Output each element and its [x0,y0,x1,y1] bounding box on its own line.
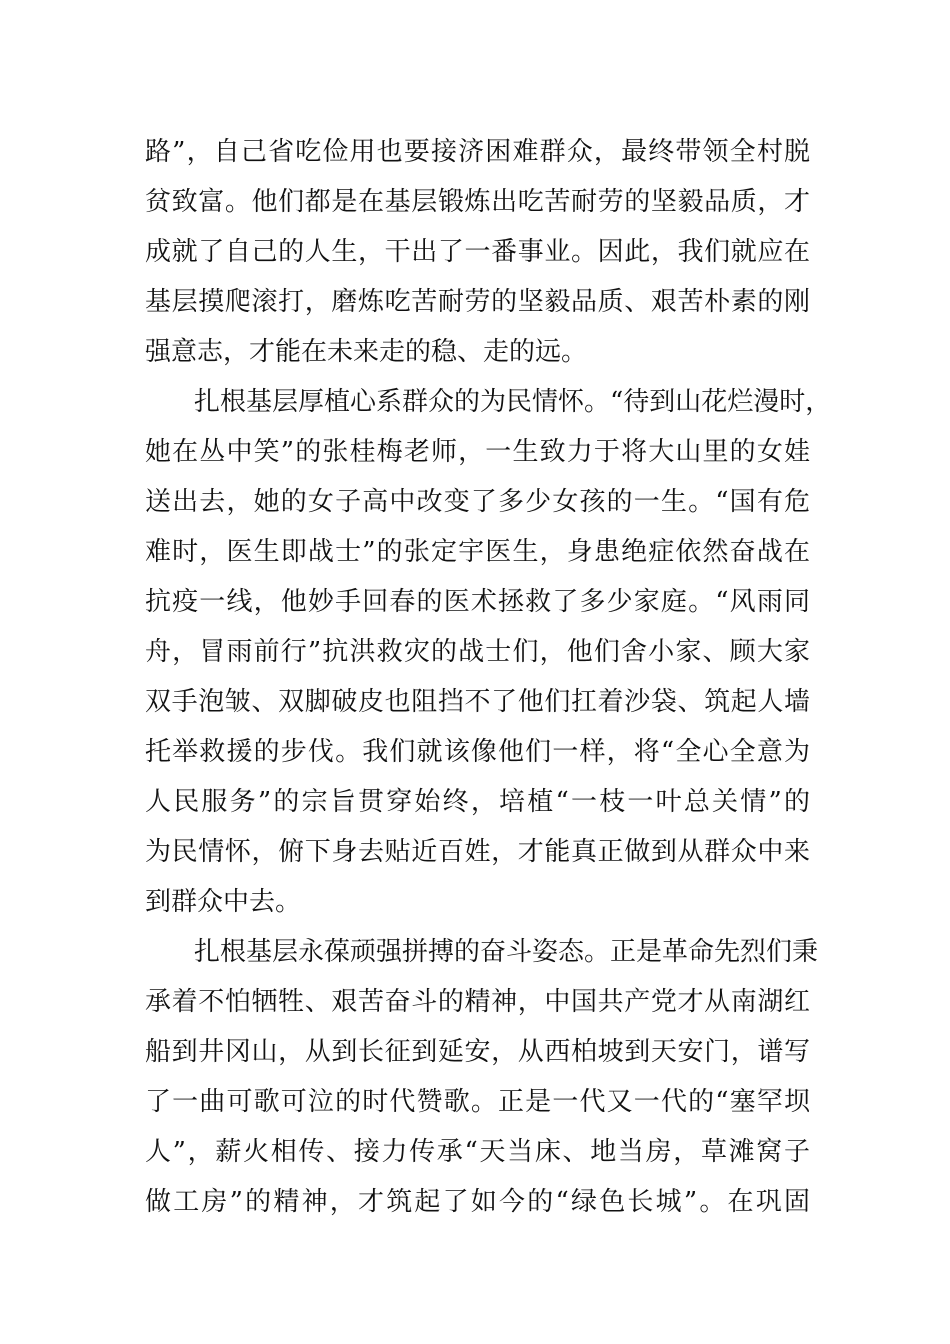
text-line: 基层摸爬滚打，磨炼吃苦耐劳的坚毅品质、艰苦朴素的刚 [145,287,810,317]
text-line: 成就了自己的人生，干出了一番事业。因此，我们就应在 [145,237,810,267]
text-line: 到群众中去。 [145,887,302,917]
text-line: 船到井冈山，从到长征到延安，从西柏坡到天安门，谱写 [145,1037,810,1067]
text-line: 她在丛中笑”的张桂梅老师，一生致力于将大山里的女娃 [145,437,810,467]
text-line: 了一曲可歌可泣的时代赞歌。正是一代又一代的“塞罕坝 [145,1087,810,1117]
text-line: 难时，医生即战士”的张定宇医生，身患绝症依然奋战在 [145,537,810,567]
text-line: 做工房”的精神，才筑起了如今的“绿色长城”。在巩固 [145,1187,810,1217]
text-line: 人”，薪火相传、接力传承“天当床、地当房，草滩窝子 [145,1137,810,1167]
text-line: 承着不怕牺牲、艰苦奋斗的精神，中国共产党才从南湖红 [145,987,810,1017]
text-line: 人民服务”的宗旨贯穿始终，培植“一枝一叶总关情”的 [145,787,810,817]
text-line: 托举救援的步伐。我们就该像他们一样，将“全心全意为 [145,737,810,767]
text-line: 抗疫一线，他妙手回春的医术拯救了多少家庭。“风雨同 [145,587,810,617]
text-line: 为民情怀，俯下身去贴近百姓，才能真正做到从群众中来 [145,837,810,867]
text-line: 路”，自己省吃俭用也要接济困难群众，最终带领全村脱 [145,137,810,167]
text-line: 双手泡皱、双脚破皮也阻挡不了他们扛着沙袋、筑起人墙 [145,687,810,717]
text-line: 强意志，才能在未来走的稳、走的远。 [145,337,588,367]
paragraph-first-line: 扎根基层厚植心系群众的为民情怀。“待到山花烂漫时， [194,387,832,417]
text-line: 舟，冒雨前行”抗洪救灾的战士们，他们舍小家、顾大家 [145,637,810,667]
document-body [145,127,832,1227]
paragraph-first-line: 扎根基层永葆顽强拼搏的奋斗姿态。正是革命先烈们秉 [194,937,819,967]
text-line: 贫致富。他们都是在基层锻炼出吃苦耐劳的坚毅品质，才 [145,187,810,217]
text-line: 送出去，她的女子高中改变了多少女孩的一生。“国有危 [145,487,810,517]
